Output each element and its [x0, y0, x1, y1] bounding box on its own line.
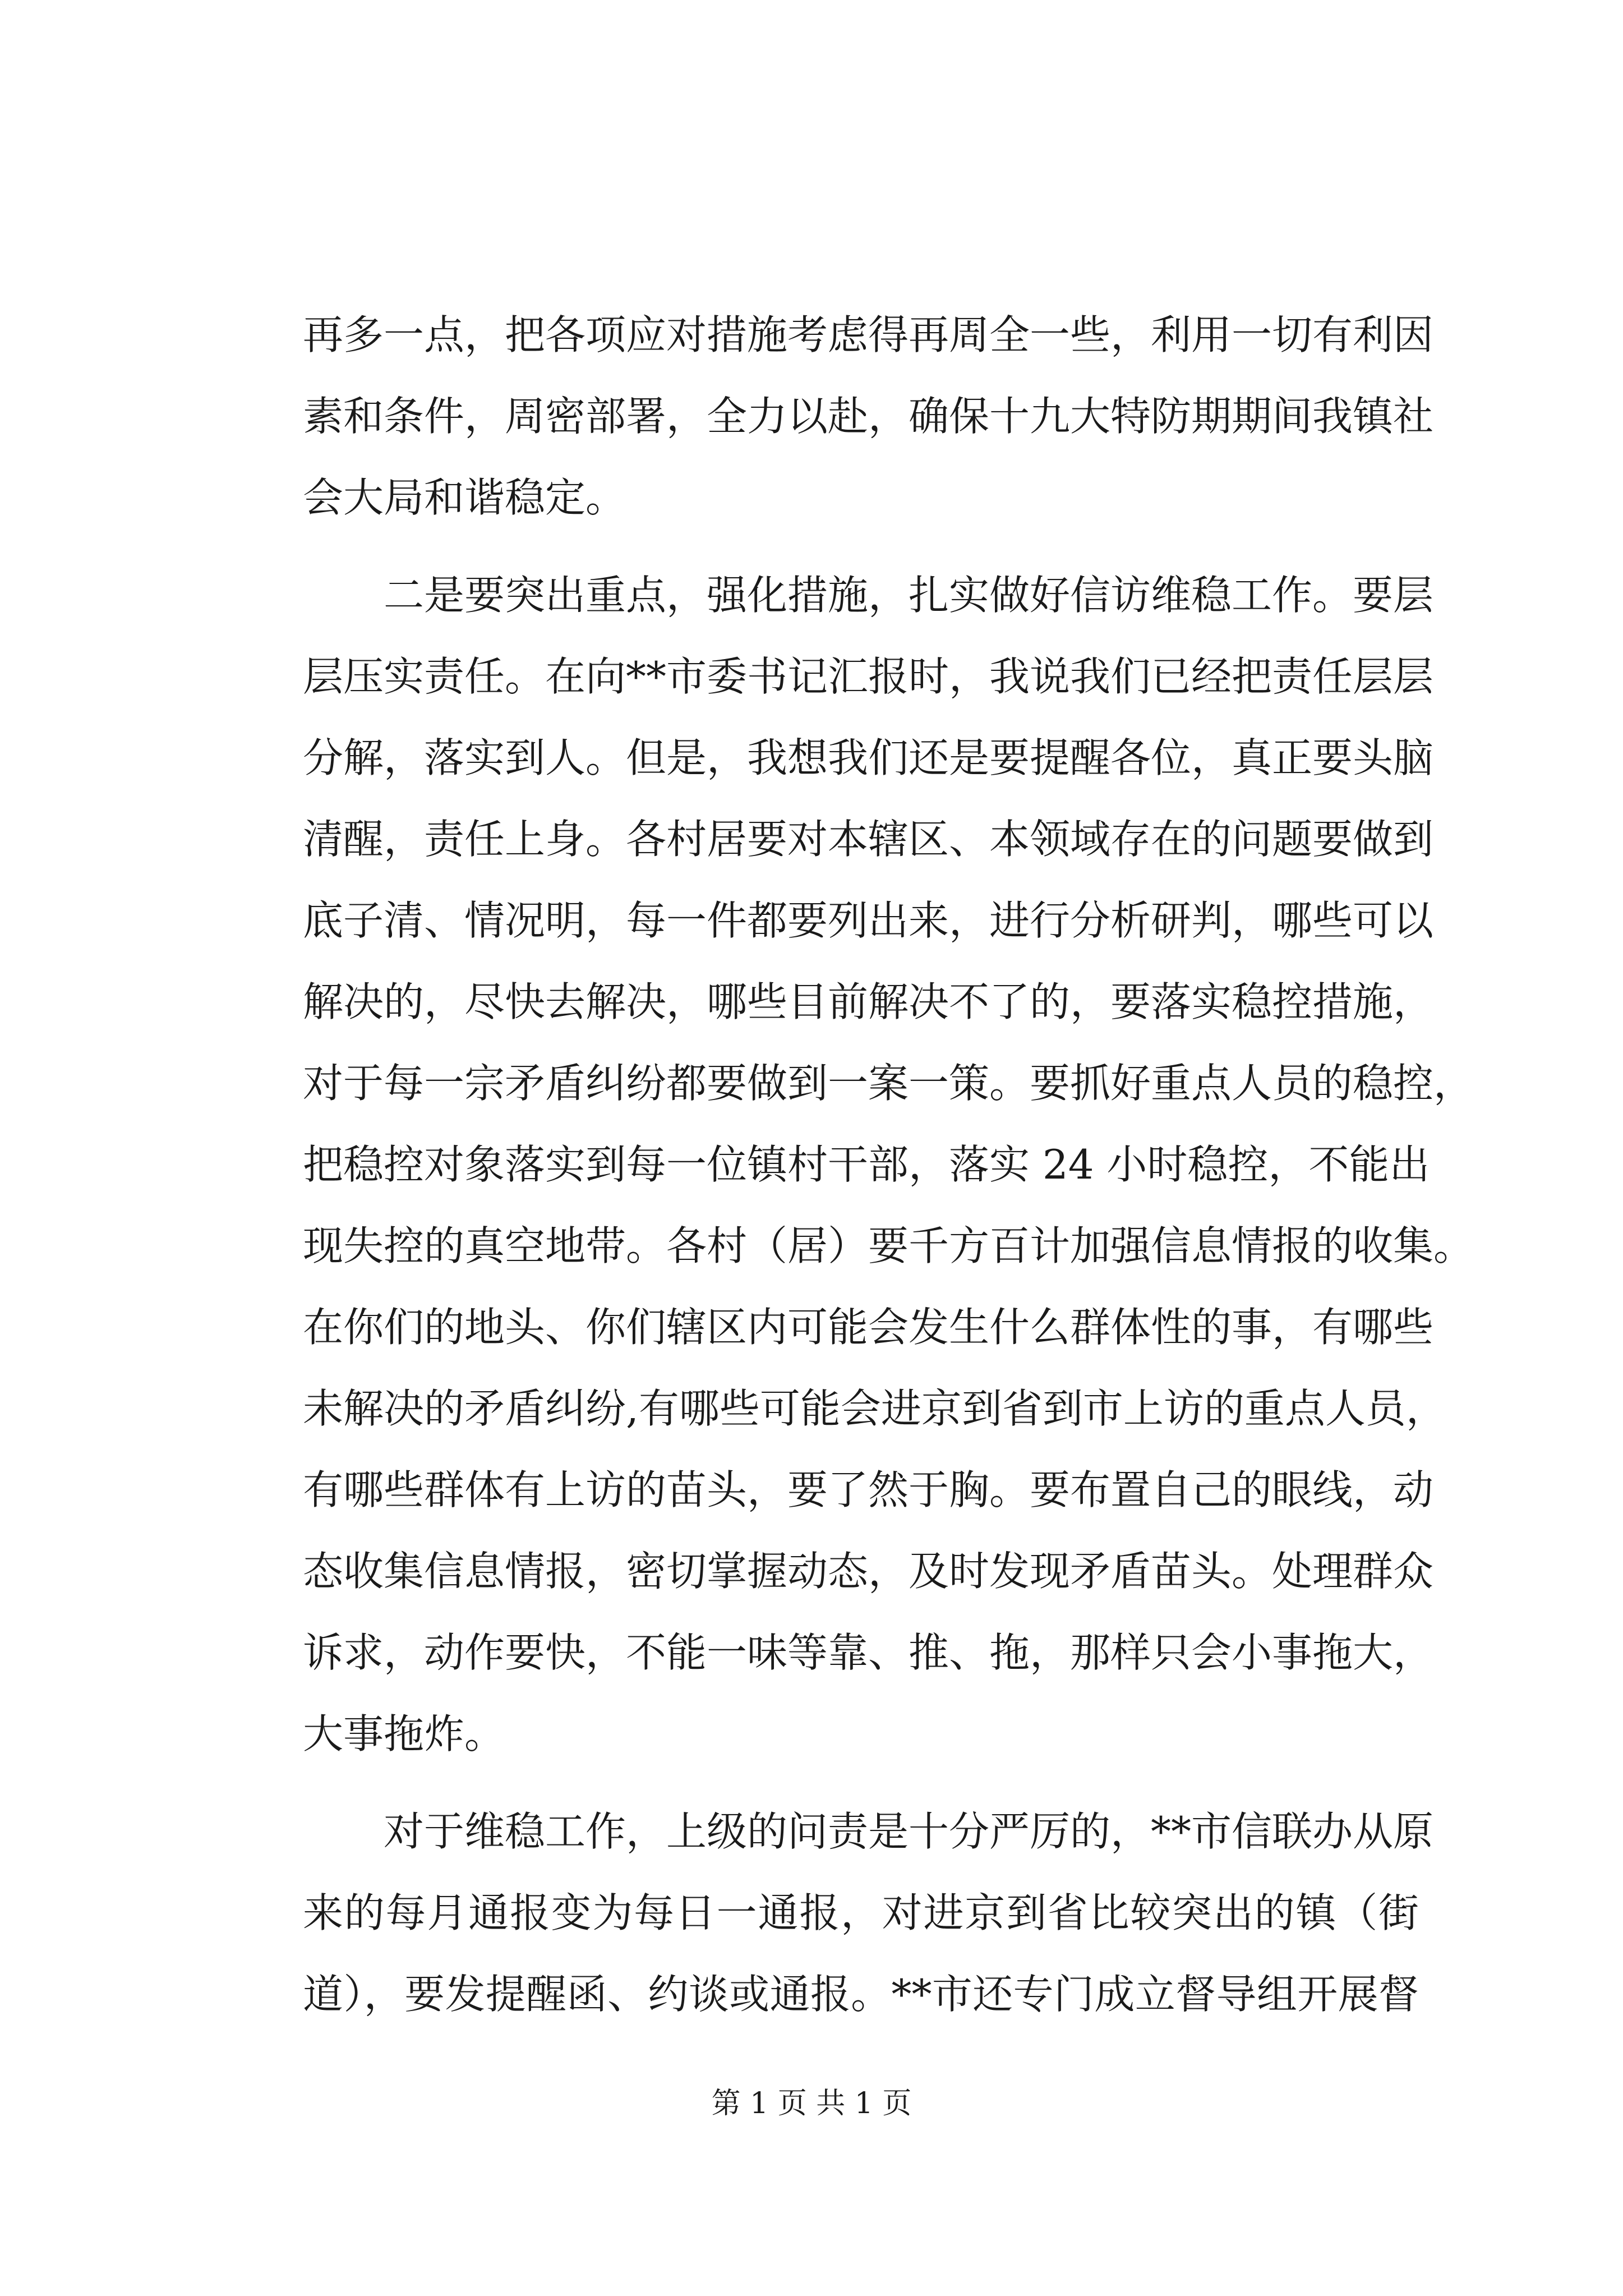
text-line: 大事拖炸。: [303, 1710, 505, 1757]
text-line: 道），要发提醒函、约谈或通报。**市还专门成立督导组开展督: [303, 1971, 1419, 2018]
text-line: 把稳控对象落实到每一位镇村干部，落实 24 小时稳控，不能出: [303, 1141, 1430, 1188]
document-body: [303, 295, 1474, 2051]
text-line: 二是要突出重点，强化措施，扎实做好信访维稳工作。要层: [384, 572, 1434, 619]
text-line: 素和条件，周密部署，全力以赴，确保十九大特防期期间我镇社: [303, 393, 1434, 440]
text-line: 清醒，责任上身。各村居要对本辖区、本领域存在的问题要做到: [303, 816, 1434, 863]
text-line: 来的每月通报变为每日一通报，对进京到省比较突出的镇（街: [303, 1889, 1419, 1936]
text-line: 有哪些群体有上访的苗头，要了然于胸。要布置自己的眼线，动: [303, 1466, 1434, 1513]
text-line: 层压实责任。在向**市委书记汇报时，我说我们已经把责任层层: [303, 653, 1434, 700]
paragraph-3: [303, 1791, 1434, 2035]
text-line: 在你们的地头、你们辖区内可能会发生什么群体性的事，有哪些: [303, 1304, 1434, 1351]
text-line: 解决的，尽快去解决，哪些目前解决不了的，要落实稳控措施，: [303, 978, 1434, 1025]
text-line: 对于每一宗矛盾纠纷都要做到一案一策。要抓好重点人员的稳控，: [303, 1060, 1474, 1107]
text-line: 分解，落实到人。但是，我想我们还是要提醒各位，真正要头脑: [303, 734, 1434, 781]
text-line: 再多一点，把各项应对措施考虑得再周全一些，利用一切有利因: [303, 311, 1434, 358]
text-line: 对于维稳工作，上级的问责是十分严厉的，**市信联办从原: [384, 1808, 1434, 1855]
page-footer: [0, 2084, 1623, 2123]
paragraph-1: [303, 295, 1434, 539]
text-line: 诉求，动作要快，不能一味等靠、推、拖，那样只会小事拖大，: [303, 1629, 1434, 1676]
paragraph-2: [303, 555, 1474, 1775]
text-line: 会大局和谐稳定。: [303, 474, 626, 521]
text-line: 未解决的矛盾纠纷,有哪些可能会进京到省到市上访的重点人员，: [303, 1385, 1446, 1432]
text-line: 态收集信息情报，密切掌握动态，及时发现矛盾苗头。处理群众: [303, 1548, 1434, 1595]
text-line: 现失控的真空地带。各村（居）要千方百计加强信息情报的收集。: [303, 1222, 1474, 1269]
text-line: 底子清、情况明，每一件都要列出来，进行分析研判，哪些可以: [303, 897, 1434, 944]
page-number-label: 第 1 页 共 1 页: [711, 2087, 912, 2120]
